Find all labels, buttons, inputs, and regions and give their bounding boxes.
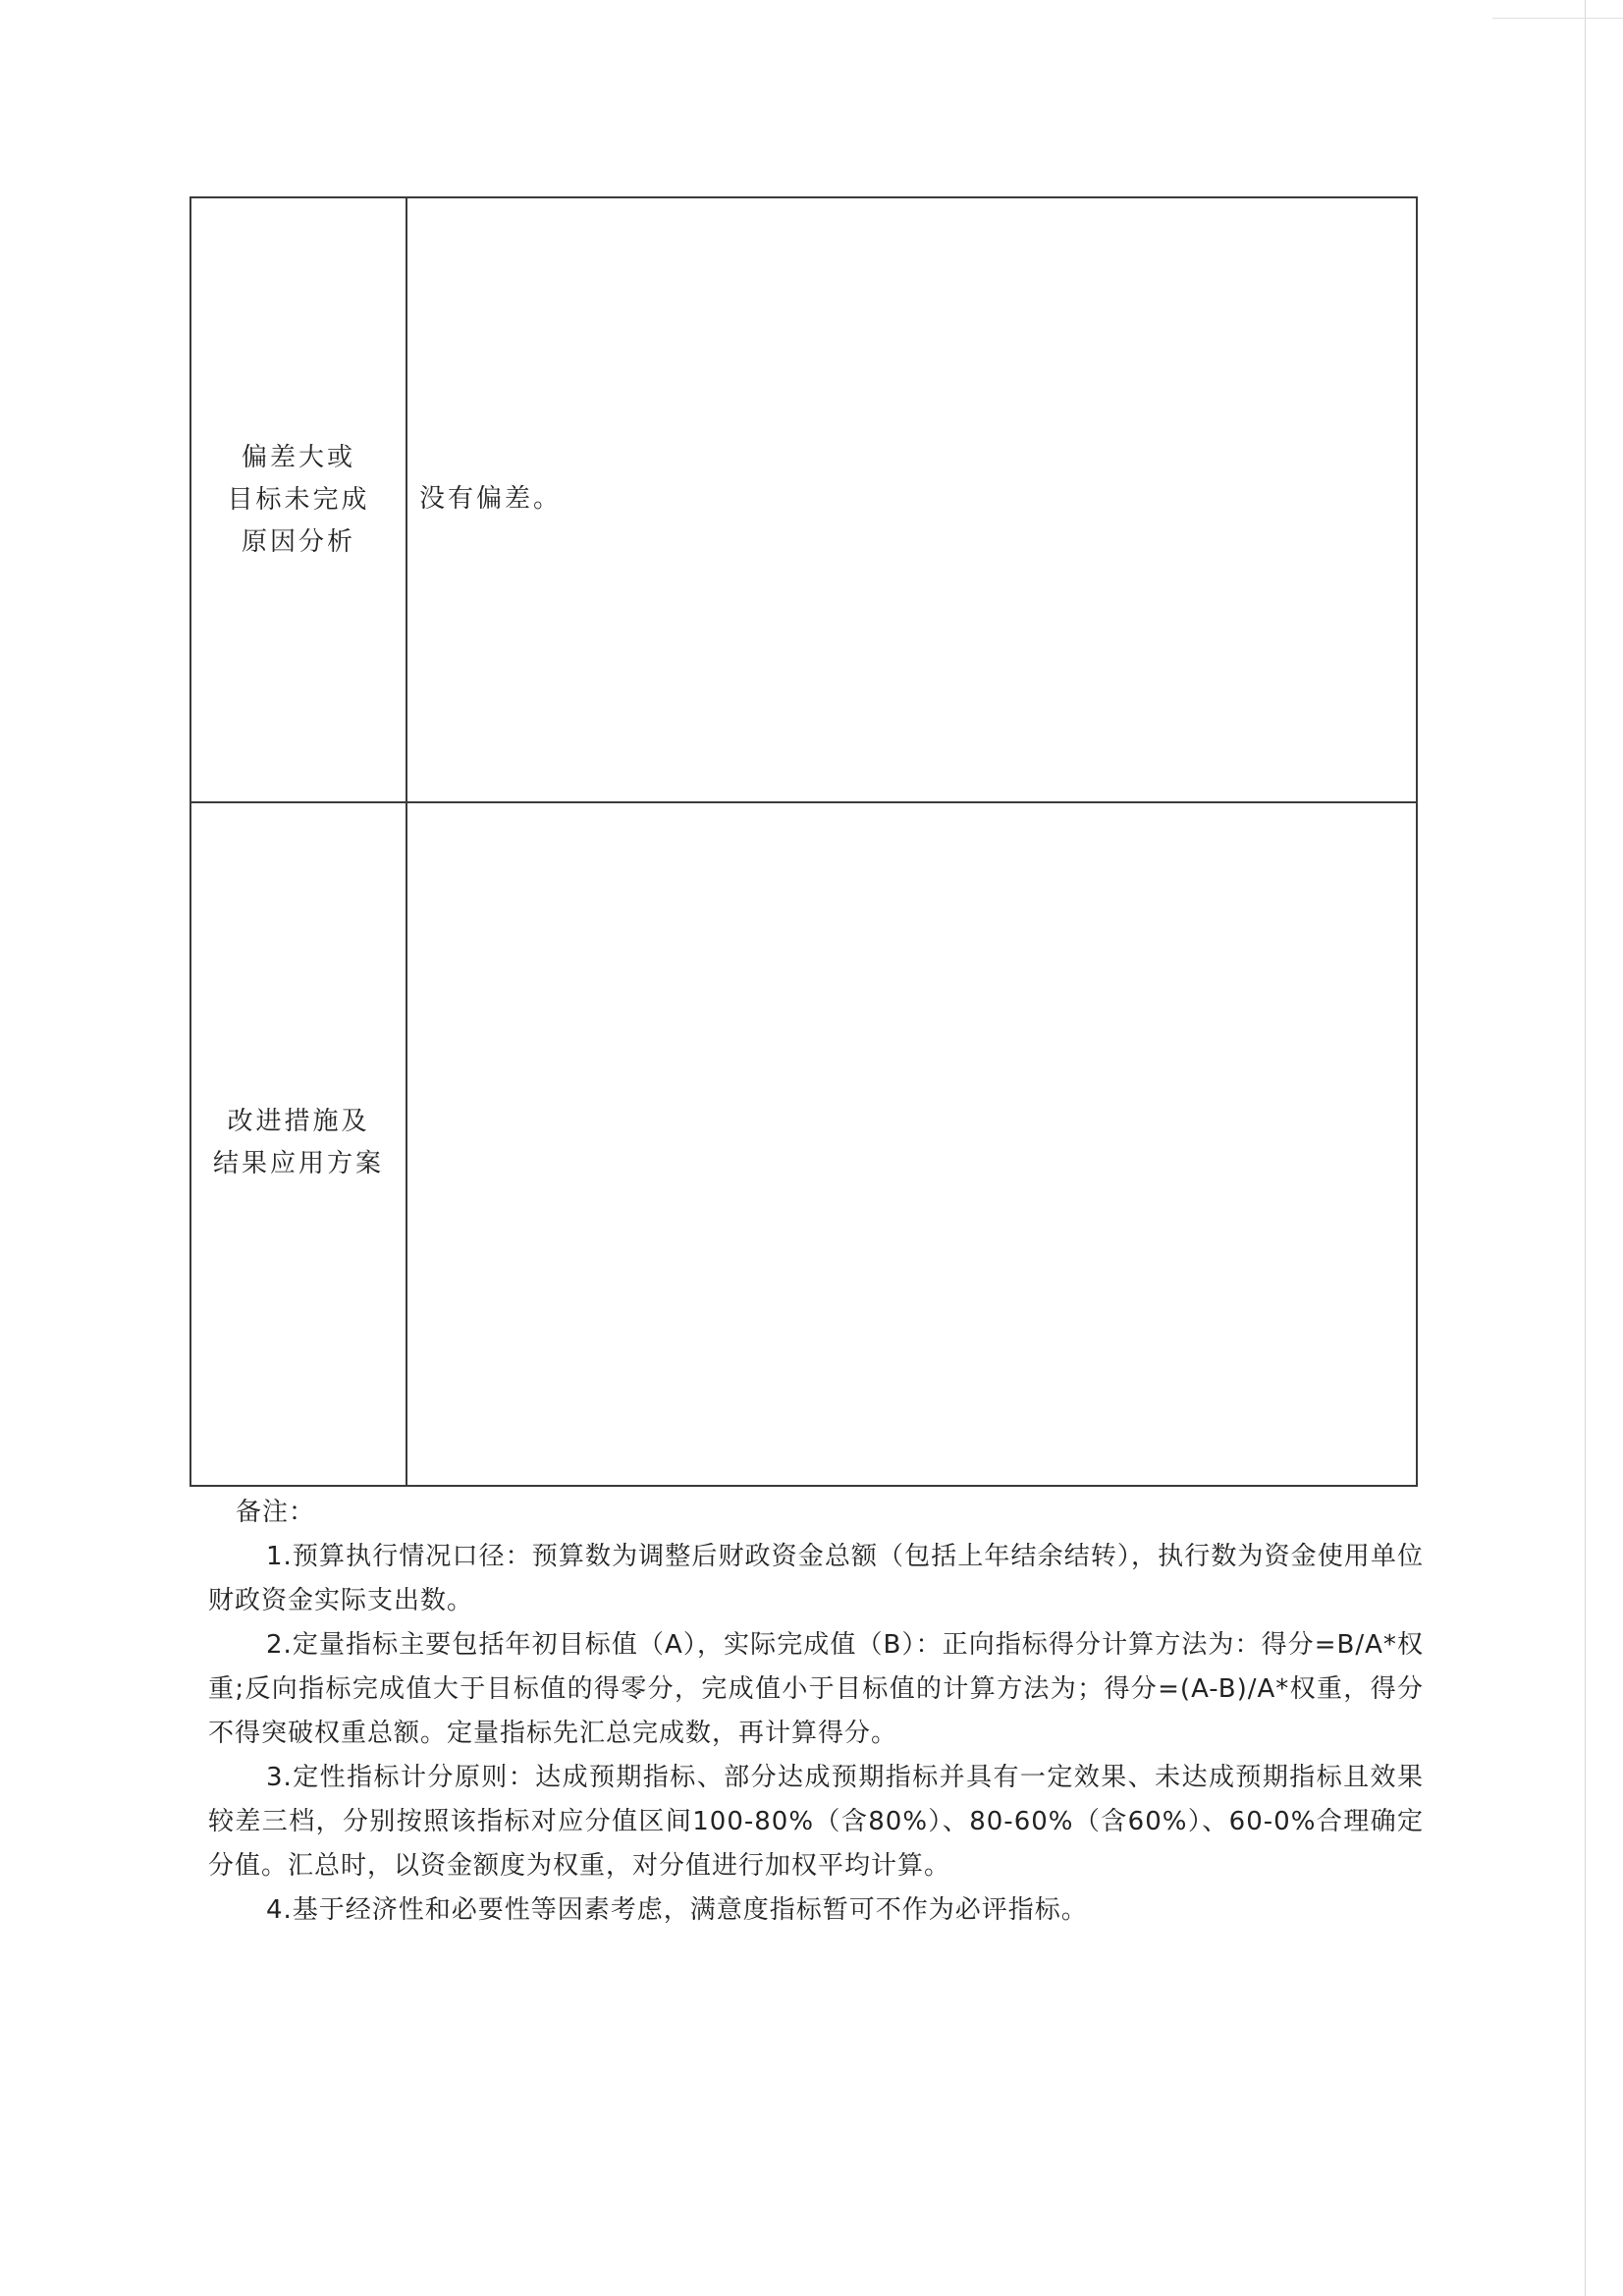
note-item-3: 3.定性指标计分原则：达成预期指标、部分达成预期指标并具有一定效果、未达成预期指标且效果较差三档，分别按照该指标对应分值区间100-80%（含80%）、80-60%（含60%）、60-0%合理确定分值。汇总时，以资金额度为权重，对分值进行加权平均计算。 [208,1763,1424,1881]
page-edge-line [1585,0,1586,2296]
note-item-2: 2.定量指标主要包括年初目标值（A），实际完成值（B）：正向指标得分计算方法为：得分=B/A*权重;反向指标完成值大于目标值的得零分，完成值小于目标值的计算方法为；得分=(A-B)/A*权重，得分不得突破权重总额。定量指标先汇总完成数，再计算得分。 [208,1630,1424,1748]
improvement-label: 改进措施及 结果应用方案 [212,1107,384,1178]
evaluation-table [189,196,1418,1487]
table-row-improvement [191,801,1416,1485]
note-item-4: 4.基于经济性和必要性等因素考虑，满意度指标暂可不作为必评指标。 [266,1895,1088,1925]
content-cell-improvement [406,801,1416,1485]
table-row-deviation [191,198,1416,803]
content-cell-deviation [406,198,1416,801]
deviation-analysis-text: 没有偏差。 [419,484,563,514]
notes-section [208,1491,1424,1933]
note-item-1: 1.预算执行情况口径：预算数为调整后财政资金总额（包括上年结余结转），执行数为资金使用单位财政资金实际支出数。 [208,1542,1424,1615]
label-cell-deviation [191,198,407,801]
deviation-label: 偏差大或 目标未完成 原因分析 [227,442,370,557]
label-cell-improvement [191,801,407,1485]
notes-title: 备注： [236,1498,316,1527]
scan-edge-line [1492,18,1623,19]
